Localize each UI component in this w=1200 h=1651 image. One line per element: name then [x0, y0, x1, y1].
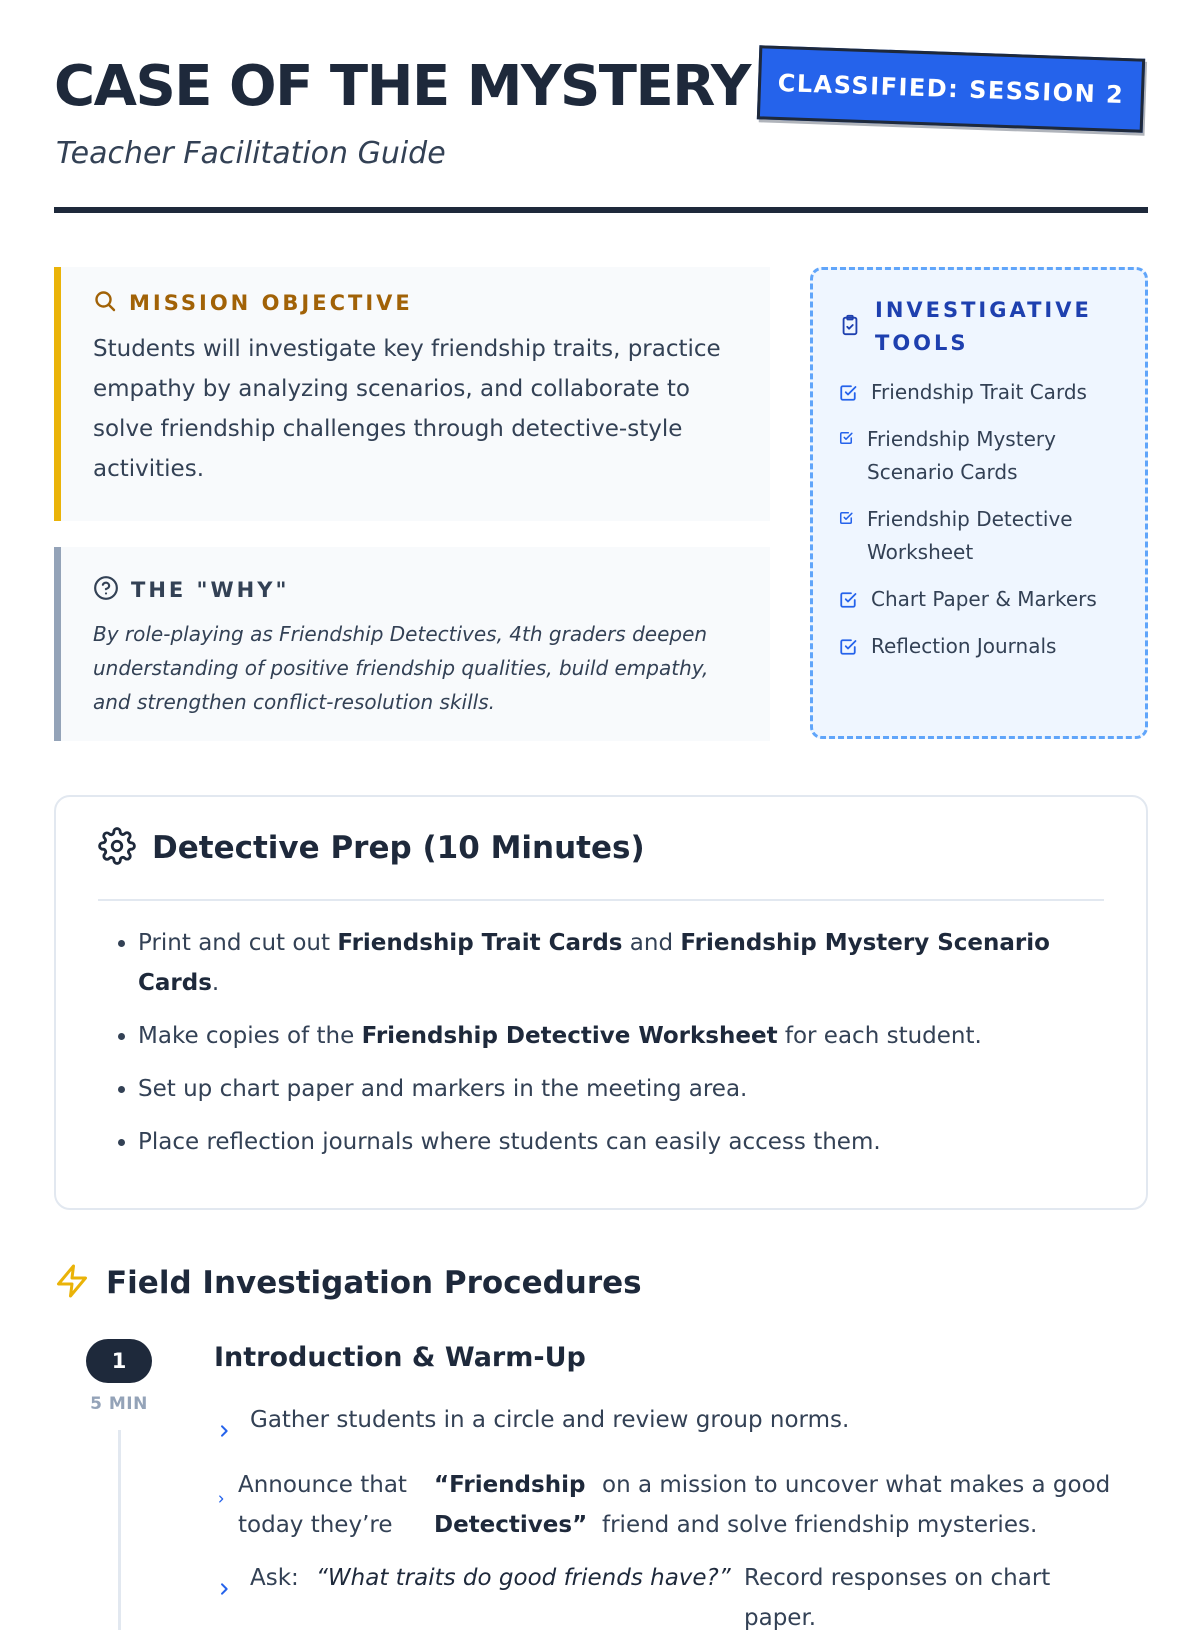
help-circle-icon	[93, 575, 119, 605]
check-square-icon	[839, 431, 853, 445]
page-subtitle: Teacher Facilitation Guide	[56, 136, 446, 171]
investigative-tools-box	[810, 267, 1148, 739]
tools-list	[839, 376, 1125, 663]
procedures-heading	[54, 1262, 642, 1304]
tool-item: Friendship Trait Cards	[839, 376, 1125, 409]
step-item: Announce that today they’re “Friendship Detectives” on a mission to uncover what makes a good friend and solve friendship mysteries.	[216, 1465, 1156, 1545]
page-title: CASE OF THE MYSTERY	[54, 54, 750, 119]
detective-prep-box	[54, 795, 1148, 1210]
why-label: THE "WHY"	[131, 578, 290, 602]
detective-prep-title: Detective Prep (10 Minutes)	[152, 830, 645, 866]
tool-item: Reflection Journals	[839, 630, 1125, 663]
step-item-list	[216, 1400, 1156, 1651]
clipboard-check-icon	[839, 313, 861, 341]
search-icon	[93, 289, 117, 317]
tool-item: Friendship Mystery Scenario Cards	[839, 423, 1125, 489]
investigative-tools-label: INVESTIGATIVE TOOLS	[875, 298, 1092, 355]
why-text: By role-playing as Friendship Detectives, 4th graders deepen understanding of positive friendship qualities, build empathy, and strengthen conflict-resolution skills.	[93, 622, 709, 714]
lightning-icon	[54, 1262, 90, 1304]
classified-stamp: CLASSIFIED: SESSION 2	[757, 45, 1145, 132]
header-divider	[54, 207, 1148, 213]
why-card	[54, 547, 770, 741]
step-item: Ask: “What traits do good friends have?” Record responses on chart paper.	[216, 1558, 1156, 1638]
tool-item: Chart Paper & Markers	[839, 583, 1125, 616]
chevron-right-icon	[216, 1412, 250, 1452]
mission-objective-label: MISSION OBJECTIVE	[129, 291, 413, 315]
prep-item: • Print and cut out Friendship Trait Cards and Friendship Mystery Scenario Cards.	[138, 923, 1104, 1003]
gear-icon	[98, 827, 136, 869]
check-square-icon	[839, 591, 857, 609]
step-item: Gather students in a circle and review group norms.	[216, 1400, 1156, 1452]
chevron-right-icon	[216, 1477, 238, 1517]
step-timeline-line	[118, 1430, 121, 1630]
prep-item: • Set up chart paper and markers in the meeting area.	[138, 1069, 1104, 1109]
check-square-icon	[839, 638, 857, 656]
prep-item: • Place reflection journals where students can easily access them.	[138, 1122, 1104, 1162]
check-square-icon	[839, 384, 857, 402]
mission-objective-card	[54, 267, 770, 521]
step-title: Introduction & Warm-Up	[214, 1342, 586, 1373]
tool-item: Friendship Detective Worksheet	[839, 503, 1125, 569]
chevron-right-icon	[216, 1570, 250, 1610]
step-duration: 5 MIN	[90, 1394, 148, 1414]
procedures-title: Field Investigation Procedures	[106, 1265, 642, 1301]
step-number-badge: 1	[86, 1339, 152, 1383]
mission-objective-text: Students will investigate key friendship traits, practice empathy by analyzing scenarios, and collaborate to solve friendship challenges through detective-style activities.	[93, 336, 721, 482]
prep-item: • Make copies of the Friendship Detective Worksheet for each student.	[138, 1016, 1104, 1056]
check-square-icon	[839, 511, 853, 525]
prep-list	[98, 923, 1104, 1162]
